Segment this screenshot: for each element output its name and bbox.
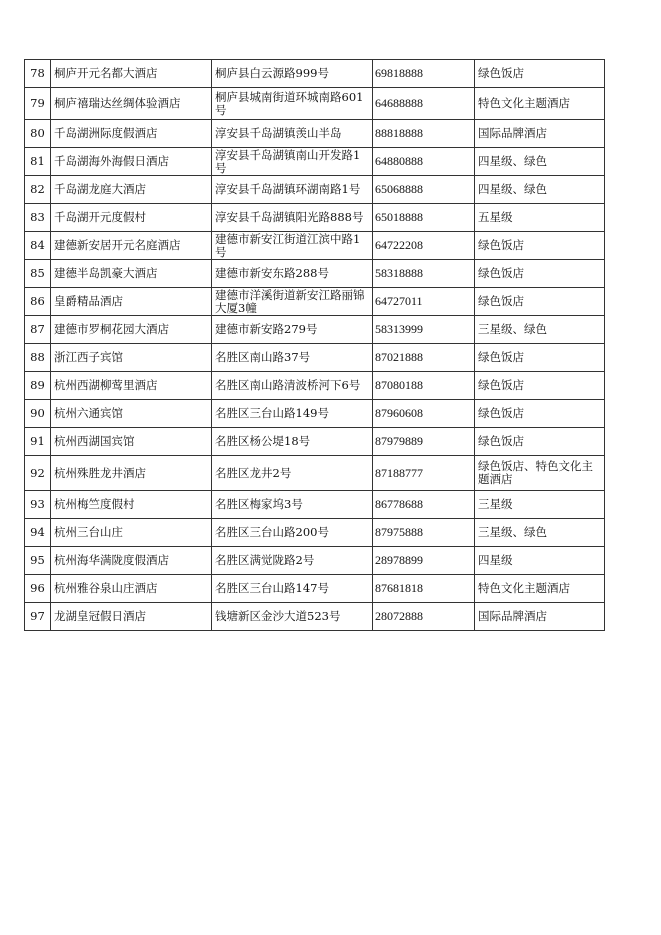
row-number: 80: [25, 120, 51, 148]
hotel-phone: 65068888: [373, 176, 475, 204]
row-number: 94: [25, 519, 51, 547]
hotel-name: 桐庐禧瑞达丝绸体验酒店: [51, 88, 212, 120]
hotel-address: 名胜区龙井2号: [212, 456, 373, 491]
hotel-name: 杭州六通宾馆: [51, 400, 212, 428]
hotel-address: 建德市新安江街道江滨中路1号: [212, 232, 373, 260]
hotel-name: 千岛湖海外海假日酒店: [51, 148, 212, 176]
hotel-address: 名胜区南山路清波桥河下6号: [212, 372, 373, 400]
hotel-address: 建德市新安东路288号: [212, 260, 373, 288]
hotel-address: 建德市洋溪街道新安江路丽锦大厦3幢: [212, 288, 373, 316]
table-row: [25, 491, 605, 519]
hotel-category: 四星级、绿色: [475, 176, 605, 204]
hotel-address: 名胜区杨公堤18号: [212, 428, 373, 456]
hotel-phone: 64722208: [373, 232, 475, 260]
hotel-category: 三星级、绿色: [475, 519, 605, 547]
table-row: [25, 456, 605, 491]
hotel-address: 建德市新安路279号: [212, 316, 373, 344]
hotel-address: 名胜区满觉陇路2号: [212, 547, 373, 575]
table-row: [25, 148, 605, 176]
row-number: 97: [25, 603, 51, 631]
row-number: 91: [25, 428, 51, 456]
hotel-address: 淳安县千岛湖镇羡山半岛: [212, 120, 373, 148]
table-row: [25, 88, 605, 120]
hotel-address: 名胜区梅家坞3号: [212, 491, 373, 519]
row-number: 85: [25, 260, 51, 288]
hotel-list-table: [24, 59, 605, 631]
hotel-category: 绿色饭店: [475, 400, 605, 428]
table-row: [25, 400, 605, 428]
hotel-phone: 65018888: [373, 204, 475, 232]
hotel-category: 四星级、绿色: [475, 148, 605, 176]
row-number: 82: [25, 176, 51, 204]
hotel-phone: 64880888: [373, 148, 475, 176]
hotel-category: 绿色饭店: [475, 344, 605, 372]
table-row: [25, 603, 605, 631]
hotel-category: 绿色饭店: [475, 428, 605, 456]
hotel-category: 绿色饭店: [475, 372, 605, 400]
hotel-category: 特色文化主题酒店: [475, 88, 605, 120]
hotel-address: 钱塘新区金沙大道523号: [212, 603, 373, 631]
hotel-category: 国际品牌酒店: [475, 603, 605, 631]
table-row: [25, 204, 605, 232]
hotel-address: 桐庐县城南街道环城南路601号: [212, 88, 373, 120]
table-row: [25, 372, 605, 400]
hotel-category: 绿色饭店: [475, 232, 605, 260]
hotel-address: 名胜区南山路37号: [212, 344, 373, 372]
hotel-name: 建德半岛凯豪大酒店: [51, 260, 212, 288]
row-number: 78: [25, 60, 51, 88]
hotel-name: 杭州三台山庄: [51, 519, 212, 547]
hotel-phone: 86778688: [373, 491, 475, 519]
row-number: 90: [25, 400, 51, 428]
table-row: [25, 120, 605, 148]
hotel-address: 名胜区三台山路149号: [212, 400, 373, 428]
hotel-category: 绿色饭店: [475, 60, 605, 88]
hotel-name: 千岛湖洲际度假酒店: [51, 120, 212, 148]
hotel-address: 淳安县千岛湖镇阳光路888号: [212, 204, 373, 232]
hotel-phone: 58313999: [373, 316, 475, 344]
hotel-phone: 28978899: [373, 547, 475, 575]
hotel-address: 桐庐县白云源路999号: [212, 60, 373, 88]
hotel-category: 国际品牌酒店: [475, 120, 605, 148]
row-number: 95: [25, 547, 51, 575]
row-number: 89: [25, 372, 51, 400]
hotel-name: 杭州殊胜龙井酒店: [51, 456, 212, 491]
table-row: [25, 519, 605, 547]
hotel-phone: 28072888: [373, 603, 475, 631]
table-row: [25, 547, 605, 575]
row-number: 92: [25, 456, 51, 491]
row-number: 83: [25, 204, 51, 232]
hotel-name: 杭州西湖国宾馆: [51, 428, 212, 456]
row-number: 96: [25, 575, 51, 603]
hotel-name: 龙湖皇冠假日酒店: [51, 603, 212, 631]
hotel-phone: 87188777: [373, 456, 475, 491]
hotel-name: 杭州梅竺度假村: [51, 491, 212, 519]
hotel-phone: 87975888: [373, 519, 475, 547]
hotel-address: 淳安县千岛湖镇环湖南路1号: [212, 176, 373, 204]
table-row: [25, 428, 605, 456]
row-number: 88: [25, 344, 51, 372]
row-number: 79: [25, 88, 51, 120]
table-row: [25, 288, 605, 316]
table-row: [25, 176, 605, 204]
hotel-name: 千岛湖开元度假村: [51, 204, 212, 232]
table-row: [25, 60, 605, 88]
hotel-phone: 58318888: [373, 260, 475, 288]
table-row: [25, 575, 605, 603]
hotel-phone: 87960608: [373, 400, 475, 428]
hotel-phone: 87021888: [373, 344, 475, 372]
table-row: [25, 232, 605, 260]
hotel-phone: 87681818: [373, 575, 475, 603]
hotel-category: 绿色饭店: [475, 260, 605, 288]
row-number: 93: [25, 491, 51, 519]
hotel-address: 名胜区三台山路200号: [212, 519, 373, 547]
hotel-name: 浙江西子宾馆: [51, 344, 212, 372]
row-number: 84: [25, 232, 51, 260]
table-row: [25, 344, 605, 372]
hotel-phone: 64688888: [373, 88, 475, 120]
hotel-phone: 64727011: [373, 288, 475, 316]
hotel-phone: 88818888: [373, 120, 475, 148]
hotel-address: 淳安县千岛湖镇南山开发路1号: [212, 148, 373, 176]
hotel-category: 五星级: [475, 204, 605, 232]
hotel-name: 杭州海华满陇度假酒店: [51, 547, 212, 575]
hotel-name: 建德新安居开元名庭酒店: [51, 232, 212, 260]
hotel-address: 名胜区三台山路147号: [212, 575, 373, 603]
hotel-category: 绿色饭店: [475, 288, 605, 316]
hotel-category: 特色文化主题酒店: [475, 575, 605, 603]
row-number: 86: [25, 288, 51, 316]
row-number: 81: [25, 148, 51, 176]
hotel-name: 千岛湖龙庭大酒店: [51, 176, 212, 204]
hotel-name: 皇爵精品酒店: [51, 288, 212, 316]
row-number: 87: [25, 316, 51, 344]
table-row: [25, 316, 605, 344]
hotel-category: 三星级: [475, 491, 605, 519]
hotel-phone: 87080188: [373, 372, 475, 400]
hotel-name: 杭州雅谷泉山庄酒店: [51, 575, 212, 603]
hotel-phone: 69818888: [373, 60, 475, 88]
hotel-name: 杭州西湖柳莺里酒店: [51, 372, 212, 400]
hotel-phone: 87979889: [373, 428, 475, 456]
hotel-category: 三星级、绿色: [475, 316, 605, 344]
hotel-category: 四星级: [475, 547, 605, 575]
hotel-name: 建德市罗桐花园大酒店: [51, 316, 212, 344]
hotel-category: 绿色饭店、特色文化主题酒店: [475, 456, 605, 491]
table-row: [25, 260, 605, 288]
hotel-name: 桐庐开元名都大酒店: [51, 60, 212, 88]
